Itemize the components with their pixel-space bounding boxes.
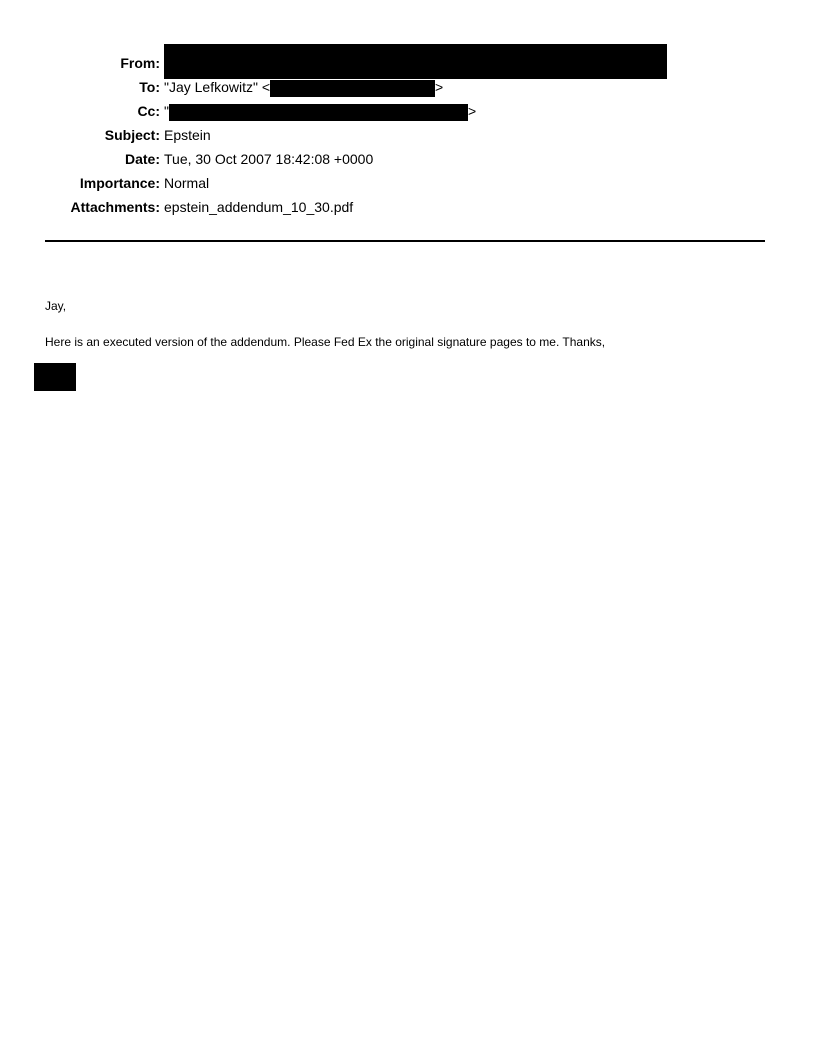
attachments-row (0, 197, 816, 217)
importance-label: Importance: (79, 175, 160, 191)
message-text: Here is an executed version of the addendum. Please Fed Ex the original signature pages to me. Thanks, (45, 335, 606, 349)
date-value: Tue, 30 Oct 2007 18:42:08 +0000 (164, 151, 374, 167)
subject-value: Epstein (164, 127, 211, 143)
from-label: From: (120, 55, 160, 71)
cc-redaction (169, 104, 468, 121)
subject-label: Subject: (104, 127, 160, 143)
cc-label: Cc: (137, 103, 160, 119)
importance-value: Normal (164, 175, 210, 191)
cc-value (164, 101, 476, 121)
to-row (0, 77, 816, 97)
attachments-label: Attachments: (70, 199, 160, 215)
signature-redaction (34, 363, 76, 391)
subject-row (0, 125, 816, 145)
to-suffix: > (435, 79, 444, 95)
to-email-redaction (270, 80, 435, 97)
importance-row (0, 173, 816, 193)
attachment-filename[interactable]: epstein_addendum_10_30.pdf (164, 199, 354, 215)
to-label: To: (139, 79, 160, 95)
cc-prefix: " (164, 103, 169, 119)
greeting: Jay, (45, 299, 67, 313)
header-divider (45, 240, 765, 242)
to-value (164, 77, 443, 97)
from-redaction (164, 44, 667, 79)
date-label: Date: (124, 151, 160, 167)
to-name: "Jay Lefkowitz" < (164, 79, 271, 95)
from-row (0, 53, 816, 73)
date-row (0, 149, 816, 169)
cc-row (0, 101, 816, 121)
cc-suffix: > (467, 103, 477, 119)
